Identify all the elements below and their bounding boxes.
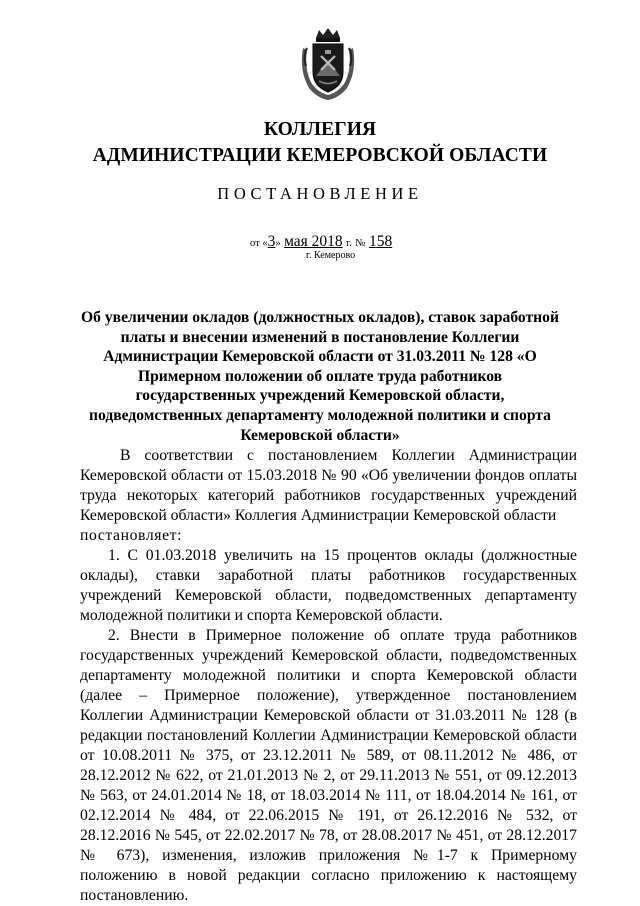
document-date-line bbox=[250, 233, 392, 251]
body-item-1: 1. С 01.03.2018 увеличить на 15 процентов оклады (должностные оклады), ставки заработной платы работников государственных учреждений Кемеровской области, подведомственных департаменту молодежной политики и спорта Кемеровской области. bbox=[80, 547, 577, 624]
date-year-suffix: г. bbox=[346, 238, 352, 249]
body-intro: В соответствии с постановлением Коллегии Администрации Кемеровской области от 15.03.2018 № 90 «Об увеличении фондов оплаты труда некоторых категорий работников государственных учреждений Кемеровской области» Коллегия Администрации Кемеровской области bbox=[80, 447, 577, 524]
org-name-line-2: АДМИНИСТРАЦИИ КЕМЕРОВСКОЙ ОБЛАСТИ bbox=[92, 145, 548, 166]
coat-of-arms-icon bbox=[299, 26, 357, 102]
document-type: ПОСТАНОВЛЕНИЕ bbox=[217, 184, 423, 203]
date-mid: » bbox=[275, 238, 281, 249]
date-month-year: мая 2018 bbox=[284, 233, 343, 250]
body-item-2: 2. Внести в Примерное положение об оплате труда работников государственных учреждений Кемеровской области, подведомственных департаменту молодежной политики и спорта Кемеровской области (далее – Примерное положение), утвержденное постановлением Коллегии Администрации Кемеровской области от 31.03.2011 № 128 (в редакции постановлений Коллегии Администрации Кемеровской области от 10.08.2011 № 375, от 23.12.2011 № 589, от 08.11.2012 № 486, от 28.12.2012 № 622, от 21.01.2013 № 2, от 29.11.2013 № 551, от 09.12.2013 № 563, от 24.01.2014 № 18, от 18.03.2014 № 111, от 18.04.2014 № 161, от 02.12.2014 № 484, от 22.06.2015 № 191, от 26.12.2016 № 532, от 28.12.2016 № 545, от 22.02.2017 № 78, от 28.08.2017 № 451, от 28.12.2017 № 673), изменения, изложив приложения №1-7 к Примерному положению в новой редакции согласно приложению к настоящему постановлению. bbox=[80, 627, 577, 904]
number-label: № bbox=[355, 238, 366, 249]
document-city: г. Кемерово bbox=[306, 250, 356, 261]
document-body bbox=[80, 446, 577, 906]
org-name-line-1: КОЛЛЕГИЯ bbox=[263, 119, 377, 140]
document-title: Об увеличении окладов (должностных окладов), ставок заработной платы и внесении изменений в постановление Коллегии Администрации Кемеровской области от 31.03.2011 № 128 «О Примерном положении об оплате труда работников государственных учреждений Кемеровской области, подведомственных департаменту молодежной политики и спорта Кемеровской области» bbox=[81, 309, 559, 444]
date-day: 3 bbox=[267, 233, 276, 250]
date-prefix: от « bbox=[250, 238, 268, 249]
body-resolves: постановляет: bbox=[80, 527, 183, 544]
document-number: 158 bbox=[368, 233, 393, 250]
